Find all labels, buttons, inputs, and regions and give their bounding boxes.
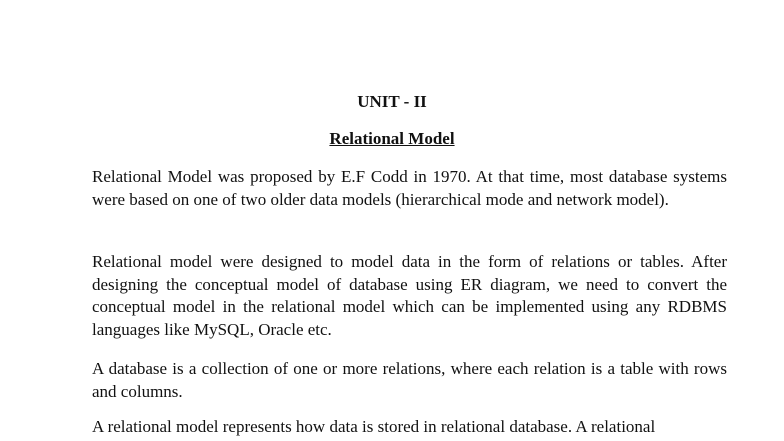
paragraph-database-definition: A database is a collection of one or more relations, where each relation is a table with rows and columns. [92, 359, 727, 401]
paragraph-relational-model-origin: Relational Model was proposed by E.F Codd in 1970. At that time, most database systems were based on one of two older data models (hierarchical mode and network model). [92, 167, 727, 209]
section-heading: Relational Model [329, 129, 455, 148]
paragraph-relational-model-design: Relational model were designed to model data in the form of relations or tables. After designing the conceptual model of database using ER diagram, we need to convert the conceptual model in the relational model which can be implemented using any RDBMS languages like MySQL, Oracle etc. [92, 252, 727, 339]
unit-heading: UNIT - II [357, 92, 427, 111]
paragraph-relational-model-storage: A relational model represents how data is stored in relational database. A relational [92, 417, 656, 436]
